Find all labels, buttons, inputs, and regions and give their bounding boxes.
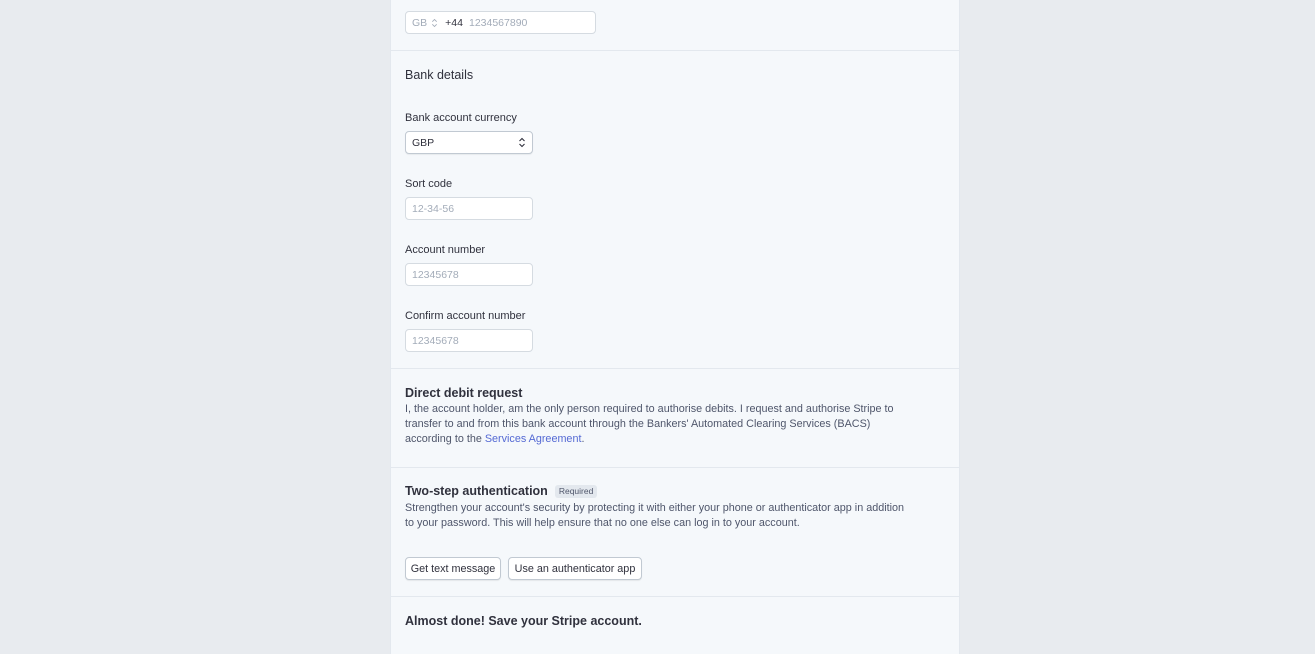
account-number-input[interactable] [405,263,533,286]
bank-details-title: Bank details [405,68,474,82]
section-divider [391,467,959,468]
two-step-text: Strengthen your account's security by protecting it with either your phone or authenticator app in addition to your password. This will help ensure that no one else can log in to your account. [405,502,905,529]
form-panel [390,0,960,654]
required-badge: Required [555,485,598,498]
section-divider [391,596,959,597]
currency-value: GBP [412,136,435,149]
get-text-message-button[interactable]: Get text message [405,557,501,580]
phone-placeholder: 1234567890 [468,16,528,29]
two-step-title: Two-step authentication [405,484,548,498]
sort-code-placeholder: 12-34-56 [412,202,455,215]
section-divider [391,368,959,369]
dial-code: +44 [445,16,463,29]
chevron-updown-icon [431,18,438,28]
account-number-placeholder: 12345678 [412,268,459,281]
sort-code-label: Sort code [405,178,453,190]
sort-code-input[interactable] [405,197,533,220]
direct-debit-end: . [581,433,585,445]
chevron-updown-icon [518,137,526,148]
phone-input[interactable] [405,11,596,34]
direct-debit-text [405,402,905,447]
direct-debit-body: I, the account holder, am the only person required to authorise debits. I request and authorise Stripe to transfer to and from this bank account through the Bankers' Automated Clearing Services (BACS) according to the [405,403,894,445]
use-authenticator-app-button[interactable]: Use an authenticator app [508,557,642,580]
confirm-account-input[interactable] [405,329,533,352]
direct-debit-title: Direct debit request [405,386,523,400]
account-number-label: Account number [405,244,486,256]
section-divider [391,50,959,51]
confirm-account-label: Confirm account number [405,310,526,322]
services-agreement-link[interactable]: Services Agreement [484,433,582,445]
confirm-account-placeholder: 12345678 [412,334,459,347]
two-step-header [405,484,597,498]
country-code[interactable]: GB [412,16,428,29]
currency-label: Bank account currency [405,112,517,124]
currency-select[interactable] [405,131,533,154]
save-account-title: Almost done! Save your Stripe account. [405,614,642,628]
